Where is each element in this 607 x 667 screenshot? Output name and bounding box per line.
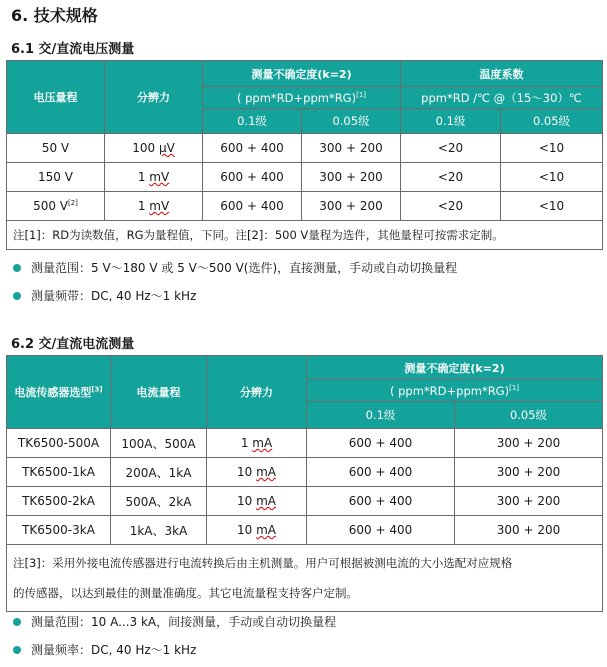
- header-sensor-model: 电流传感器选型[3]: [7, 356, 111, 429]
- bullet-dot-icon: [13, 618, 21, 626]
- bullet-dot-icon: [13, 646, 21, 654]
- header-resolution: 分辨力: [207, 356, 307, 429]
- current-spec-table: [6, 355, 603, 612]
- voltage-table-note: 注[1]：RD为读数值，RG为量程值，下同。注[2]：500 V量程为选件，其他量程可按需求定制。: [7, 221, 603, 250]
- header-grade-0-05: 0.05级: [302, 109, 401, 134]
- voltage-bandwidth-bullet: 测量频带：DC, 40 Hz～1 kHz: [13, 287, 196, 304]
- current-frequency-bullet: 测量频率：DC, 40 Hz～1 kHz: [13, 641, 196, 658]
- header-tempco: 温度系数: [401, 61, 603, 87]
- voltage-range-bullet: 测量范围：5 V～180 V 或 5 V～500 V(选件)，直接测量，手动或自动切换量程: [13, 259, 457, 276]
- header-voltage-range: 电压量程: [7, 61, 105, 134]
- header-uncertainty-formula: ( ppm*RD+ppm*RG)[1]: [203, 87, 401, 109]
- header-uncertainty: 测量不确定度(k=2): [203, 61, 401, 87]
- header-current-range: 电流量程: [111, 356, 207, 429]
- current-range-bullet: 测量范围：10 A...3 kA，间接测量，手动或自动切换量程: [13, 613, 336, 630]
- current-section-title: 6.2 交/直流电流测量: [11, 337, 135, 352]
- header-resolution: 分辨力: [105, 61, 203, 134]
- header-uncertainty-formula: ( ppm*RD+ppm*RG)[1]: [307, 380, 603, 402]
- table-row: TK6500-1kA 200A、1kA 10 mA 600 + 400 300 + 200: [7, 458, 603, 487]
- header-tempco-grade-0-05: 0.05级: [501, 109, 603, 134]
- section-title: 6. 技术规格: [11, 6, 98, 25]
- bullet-dot-icon: [13, 264, 21, 272]
- table-row: TK6500-2kA 500A、2kA 10 mA 600 + 400 300 + 200: [7, 487, 603, 516]
- bullet-dot-icon: [13, 292, 21, 300]
- header-tempco-grade-0-1: 0.1级: [401, 109, 501, 134]
- table-row: TK6500-3kA 1kA、3kA 10 mA 600 + 400 300 + 200: [7, 516, 603, 545]
- header-grade-0-05: 0.05级: [455, 402, 603, 429]
- table-row: TK6500-500A 100A、500A 1 mA 600 + 400 300 + 200: [7, 429, 603, 458]
- voltage-spec-table: [6, 60, 603, 250]
- header-grade-0-1: 0.1级: [307, 402, 455, 429]
- table-row: 150 V 1 mV 600 + 400 300 + 200 <20 <10: [7, 163, 603, 192]
- header-uncertainty: 测量不确定度(k=2): [307, 356, 603, 380]
- header-grade-0-1: 0.1级: [203, 109, 302, 134]
- header-tempco-unit: ppm*RD /℃ @（15～30）℃: [401, 87, 603, 109]
- voltage-section-title: 6.1 交/直流电压测量: [11, 42, 135, 57]
- table-row: 500 V[2] 1 mV 600 + 400 300 + 200 <20 <10: [7, 192, 603, 221]
- table-row: 50 V 100 μV 600 + 400 300 + 200 <20 <10: [7, 134, 603, 163]
- current-table-note: 注[3]：采用外接电流传感器进行电流转换后由主机测量。用户可根据被测电流的大小选配对应规格 的传感器，以达到最佳的测量准确度。其它电流量程支持客户定制。: [7, 545, 603, 612]
